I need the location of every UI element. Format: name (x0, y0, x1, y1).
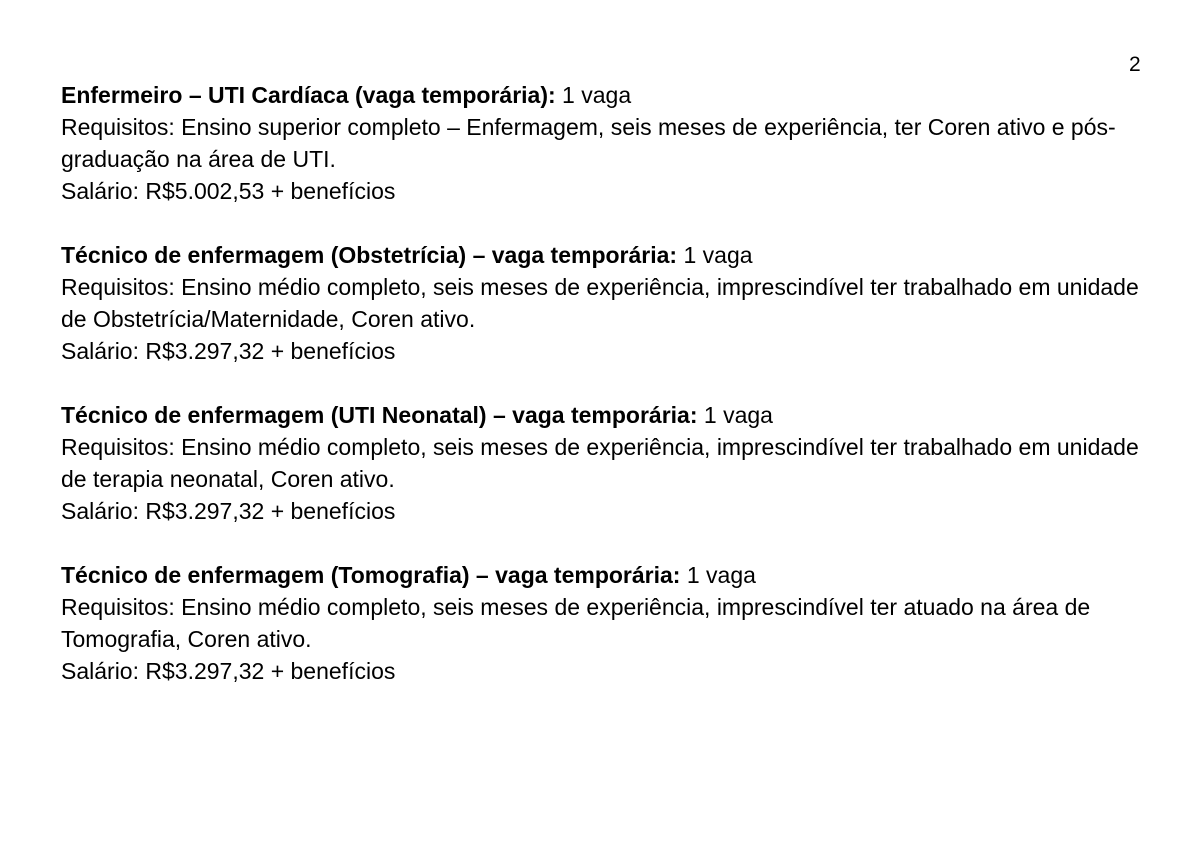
job-listing-enfermeiro-uti-cardiaca (61, 79, 1161, 207)
job-listing-tecnico-obstetricia (61, 239, 1161, 367)
job-salary: Salário: R$5.002,53 + benefícios (61, 178, 396, 204)
job-requirements: Requisitos: Ensino médio completo, seis meses de experiência, imprescindível ter trabalhado em unidade de Obstetrícia/Maternidade, Coren ativo. (61, 274, 1139, 332)
job-requirements: Requisitos: Ensino médio completo, seis meses de experiência, imprescindível ter atuado na área de Tomografia, Coren ativo. (61, 594, 1091, 652)
job-title: Técnico de enfermagem (Tomografia) – vaga temporária: (61, 562, 681, 588)
job-heading (61, 239, 1161, 271)
job-salary: Salário: R$3.297,32 + benefícios (61, 338, 396, 364)
job-salary: Salário: R$3.297,32 + benefícios (61, 658, 396, 684)
job-vacancies: 1 vaga (680, 562, 756, 588)
job-vacancies: 1 vaga (555, 82, 632, 108)
job-salary: Salário: R$3.297,32 + benefícios (61, 498, 396, 524)
job-title: Técnico de enfermagem (Obstetrícia) – vaga temporária: (61, 242, 678, 268)
job-title: Enfermeiro – UTI Cardíaca (vaga temporária): (61, 82, 556, 108)
job-listings (61, 79, 1161, 719)
job-heading (61, 79, 1161, 111)
job-vacancies: 1 vaga (697, 402, 773, 428)
job-listing-tecnico-uti-neonatal (61, 399, 1161, 527)
job-requirements: Requisitos: Ensino superior completo – Enfermagem, seis meses de experiência, ter Coren ativo e pós-graduação na área de UTI. (61, 114, 1116, 172)
job-vacancies: 1 vaga (677, 242, 753, 268)
job-listing-tecnico-tomografia (61, 559, 1161, 687)
job-heading (61, 559, 1161, 591)
job-requirements: Requisitos: Ensino médio completo, seis meses de experiência, imprescindível ter trabalhado em unidade de terapia neonatal, Coren ativo. (61, 434, 1139, 492)
job-title: Técnico de enfermagem (UTI Neonatal) – vaga temporária: (61, 402, 698, 428)
job-heading (61, 399, 1161, 431)
page-number: 2 (1129, 53, 1141, 76)
